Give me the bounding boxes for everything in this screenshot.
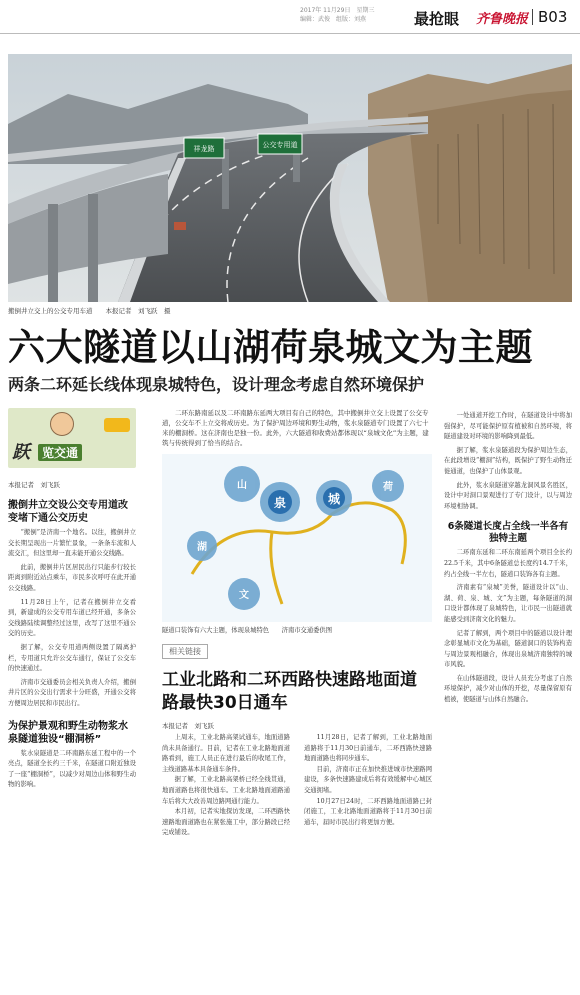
map-label-lotus: 荷	[383, 482, 393, 493]
right-column	[444, 408, 572, 988]
lead-paragraph: 二环东路南延以及二环南路东延两大项目有自己的特色，其中搬倒井立交上设置了公交专道，公交车不上立交将成历史。为了保护周边环境和野生动物，浆水泉隧道专门设置了六七十米的棚洞桥。这在济南也是独一份。此外，六大隧道和收费站都体现以“泉城文化”为主题，建筑与传统得到了恰当的结合。	[162, 409, 429, 447]
paragraph: 在山体隧道段，设计人员充分考虑了自然环境保护，减少对山体的开挖，尽量保留原有植被，使隧道与山体自然融合。	[444, 674, 572, 704]
main-headline: 六大隧道以山湖荷泉城文为主题	[8, 326, 533, 369]
paragraph: 济南素有“泉城”美誉，隧道设计以“山、湖、荷、泉、城、文”为主题，每条隧道的洞口设计都体现了泉城特色，让市民一出隧道就能感受到济南文化的魅力。	[444, 584, 572, 623]
paragraph: 上周末，工业北路高架试通车，地面道路尚未具备通行。目前，记者在工业北路地面道路看到，施工人员正在进行最后的收尾工作，主线道路基本具备通车条件。	[162, 734, 290, 773]
byline: 本报记者 刘飞跃	[8, 481, 60, 489]
paragraph: 本月初，记者实地探访发现，二环西路快速路地面道路也在紧张施工中，部分路段已经完成铺设。	[162, 808, 290, 837]
paragraph: 二环南东延和二环东南延两个项目全长约22.5千米，其中6条隧道总长度约14.7千米，约占全线一半左右，隧道口装饰各有主题。	[444, 549, 572, 578]
paragraph: 记者了解到，两个项目中的隧道以设计理念彰显城市文化为基础，隧道洞口的装饰构造与周边景观相融合，体现出泉城济南独特的城市风貌。	[444, 629, 572, 669]
paragraph: 一处通道开挖工作时，在隧道设计中将加强保护，尽可能保护原有植被和自然环境，将隧道建设对环境的影响降到最低。	[444, 412, 572, 441]
photo-caption: 搬倒井立交上的公交专用车道 本报记者 刘飞跃 摄	[8, 307, 171, 315]
middle-column	[162, 408, 432, 839]
article-column-b	[304, 733, 432, 839]
map-label-spring: 泉	[273, 496, 287, 510]
left-column	[8, 408, 136, 988]
issue-date: 2017年 11月29日 星期三	[300, 7, 375, 14]
paragraph: 据了解，浆水泉隧道段为保护周边生态，在此段增设“棚洞”结构，既保护了野生动物迁徙通道，也保护了山体景观。	[444, 446, 572, 475]
paragraph: 据了解，工业北路高架桥已经全线贯通，地面道路也将很快通车。工业北路地面道路通车后将大大改善周边路网通行能力。	[162, 776, 290, 805]
paragraph: 浆水泉隧道是二环南路东延工程中的一个亮点，隧道全长约三千米，在隧道口附近独设了一座“棚洞桥”，以减少对周边山体和野生动物的影响。	[8, 749, 136, 789]
page-number: B03	[538, 8, 568, 26]
sub-headline: 两条二环延长线体现泉城特色，设计理念考虑自然环境保护	[8, 375, 425, 394]
overpass-photo	[8, 54, 572, 302]
column-name: 跃	[12, 442, 30, 463]
paragraph: 11月28日，记者了解到，工业北路地面道路将于11月30日前通车，二环西路快速路地面道路也将同步通车。	[304, 734, 432, 763]
paragraph: “搬倒”是济南一个地名。以往，搬倒井立交长期呈现出一片繁忙景象，一条条车流和人流交汇，但这里却一直未能开通公交线路。	[8, 529, 136, 558]
byline: 本报记者 刘飞跃	[162, 722, 214, 730]
car-icon	[104, 418, 130, 432]
map-label-city: 城	[327, 492, 341, 506]
column-tag: 览交通	[38, 444, 82, 461]
secondary-headline: 工业北路和二环西路快速路地面道路最快30日通车	[162, 670, 417, 713]
section-title-shed-bridge: 为保护景观和野生动物浆水泉隧道独设“棚洞桥”	[8, 720, 128, 745]
section-title: 最抢眼	[414, 10, 460, 28]
column-badge	[8, 408, 136, 468]
sign-right: 公交专用道	[262, 141, 298, 149]
section-title-bus-lane: 搬倒井立交设公交专用道改变堵下通公交历史	[8, 500, 128, 524]
article-columns	[162, 733, 432, 839]
map-label-lake: 湖	[197, 542, 207, 553]
paragraph: 据了解，公交专用道两侧设置了隔离护栏，专用道只允许公交车通行，保证了公交车的快速通过。	[8, 643, 136, 673]
overpass-illustration	[8, 54, 572, 302]
related-link-tag: 相关链接	[162, 644, 208, 659]
newspaper-logo: 齐鲁晚报	[476, 12, 529, 27]
paragraph: 目前，济南市正在加快推进城市快速路网建设，多条快速路建成后将有效缓解中心城区交通拥堵。	[304, 765, 432, 794]
sign-left: 祥龙路	[193, 145, 215, 153]
tunnel-theme-map	[162, 454, 432, 622]
paragraph: 此外，浆水泉隧道穿越龙洞风景名胜区，设计中对洞口景观进行了专门设计，以与周边环境相协调。	[444, 481, 572, 510]
paragraph: 此前，搬倒井片区居民出行只能步行较长距离到附近站点乘车，市民多次呼吁在此开通公交线路。	[8, 563, 136, 592]
paragraph: 11月28日上午，记者在搬倒井立交看到，新建成的公交专用车道已经开通，多条公交线路陆续调整经过这里，改写了这里不通公交的历史。	[8, 598, 136, 638]
section-title-six-tunnels: 6条隧道长度占全线一半各有独特主题	[447, 521, 569, 545]
page-header	[0, 0, 580, 34]
paragraph: 济南市交通委员会相关负责人介绍，搬倒井片区的公交出行需求十分旺盛，开通公交将方便周边居民和市民出行。	[8, 678, 136, 707]
issue-meta	[300, 6, 374, 24]
cartoon-face-icon	[50, 412, 74, 436]
header-divider	[532, 9, 533, 25]
route-map	[162, 454, 432, 622]
article-column-a	[162, 733, 290, 839]
map-caption: 隧道口装饰有六大主题，体现泉城特色 济南市交通委供图	[162, 627, 333, 634]
map-label-culture: 文	[239, 590, 249, 601]
map-label-mountain: 山	[237, 480, 247, 491]
issue-editors: 编辑：武俊 组版：刘燕	[300, 16, 367, 23]
paragraph: 10月27日24时，二环西路地面道路已封闭施工，工业北路地面道路将于11月30日前通车，届时市民出行将更加方便。	[304, 797, 432, 826]
